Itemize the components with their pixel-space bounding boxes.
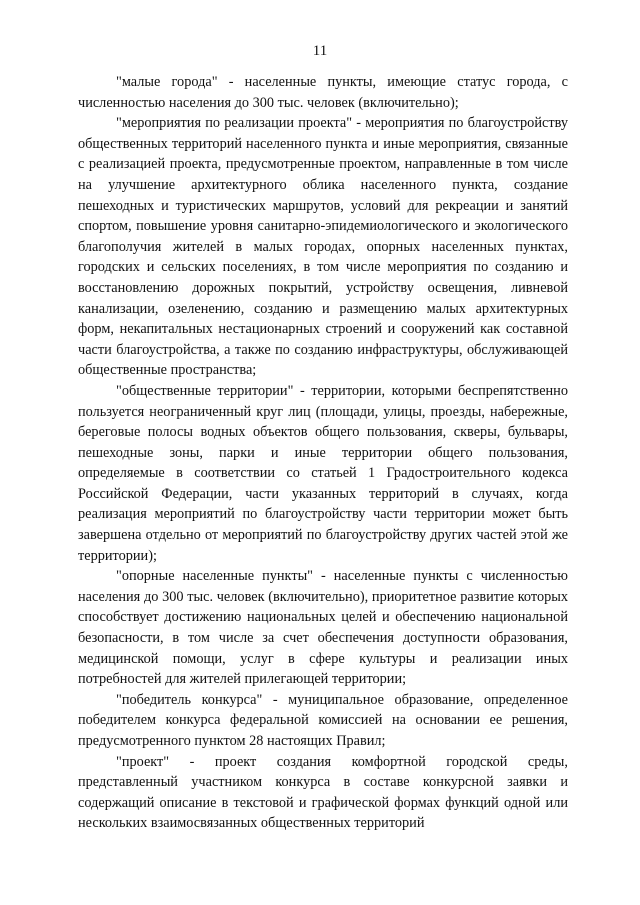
definition-support-settlements: "опорные населенные пункты" - населенные пункты с численностью населения до 300 тыс. человек (включительно), приоритетное развитие которых способствует достижению национальных целей и обеспечению национальной безопасности, в том числе за счет обеспечения доступности образования, медицинской помощи, услуг в сфере культуры и реализации иных потребностей для жителей прилегающей территории; [78, 568, 568, 688]
document-body [78, 72, 568, 834]
definition-project: "проект" - проект создания комфортной городской среды, представленный участником конкурса в составе конкурсной заявки и содержащий описание в текстовой и графической формах функций одной или нескольких взаимосвязанных общественных территорий [78, 753, 568, 832]
page-number: 11 [312, 43, 328, 59]
definition-small-towns: "малые города" - населенные пункты, имеющие статус города, с численностью населения до 300 тыс. человек (включительно); [78, 74, 568, 111]
definition-contest-winner: "победитель конкурса" - муниципальное образование, определенное победителем конкурса федеральной комиссией на основании ее решения, предусмотренного пунктом 28 настоящих Правил; [78, 691, 568, 749]
definition-project-measures: "мероприятия по реализации проекта" - мероприятия по благоустройству общественных территорий населенного пункта и иные мероприятия, связанные с реализацией проекта, предусмотренные проектом, направленные в том числе на улучшение архитектурного облика населенного пункта, создание пешеходных и туристических маршрутов, условий для рекреации и занятий спортом, повышение уровня санитарно-эпидемиологического и экологического благополучия жителей в малых городах, опорных населенных пунктах, городских и сельских поселениях, в том числе мероприятия по созданию и восстановлению дорожных покрытий, устройству освещения, ливневой канализации, озеленению, созданию и размещению малых архитектурных форм, некапитальных нестационарных строений и сооружений как составной части благоустройства, а также по созданию инфраструктуры, обслуживающей общественные пространства; [78, 115, 568, 379]
definition-public-territories: "общественные территории" - территории, которыми беспрепятственно пользуется неограниченный круг лиц (площади, улицы, проезды, набережные, береговые полосы водных объектов общего пользования, скверы, бульвары, пешеходные зоны, парки и иные территории общего пользования, определяемые в соответствии со статьей 1 Градостроительного кодекса Российской Федерации, части указанных территорий в случаях, когда реализация мероприятий по благоустройству части территории может быть завершена отдельно от мероприятий по благоустройству других частей этой же территории); [78, 382, 568, 564]
